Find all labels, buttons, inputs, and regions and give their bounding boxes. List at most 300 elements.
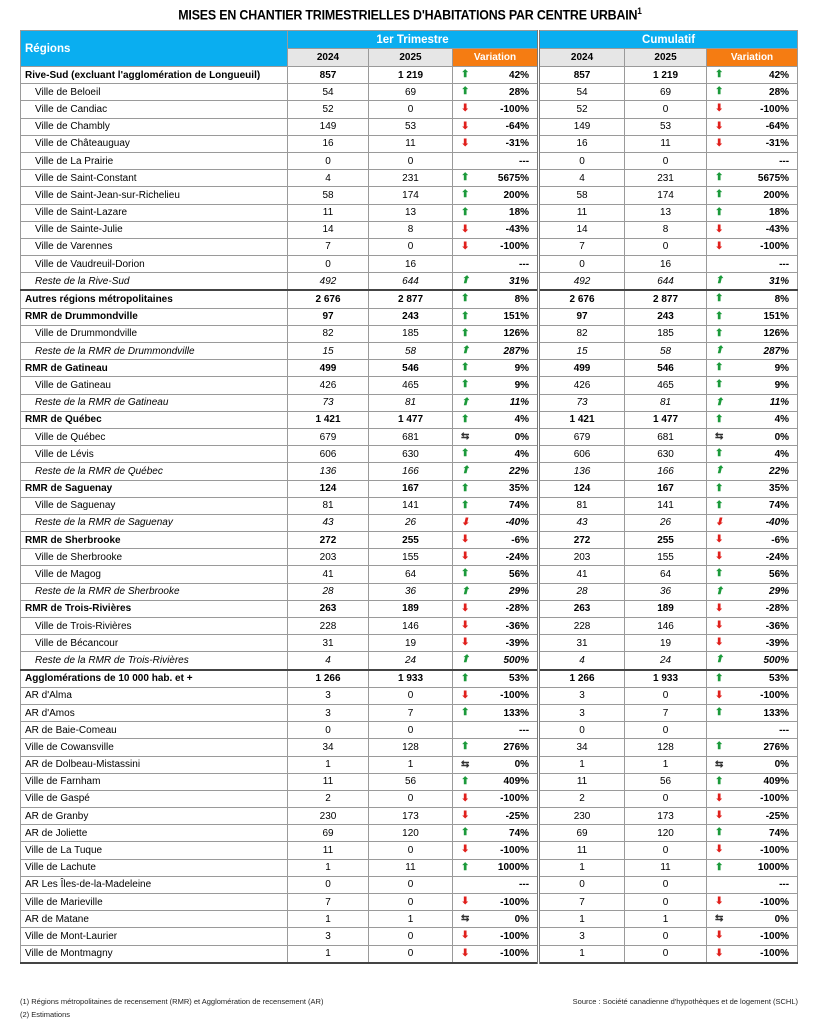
- q-2024-value: 2: [288, 790, 369, 807]
- footnote-1: (1) Régions métropolitaines de recensement (RMR) et Agglomération de recensement (AR): [20, 997, 324, 1006]
- c-2024-value: 1 421: [539, 411, 625, 428]
- c-2025-value: 166: [625, 463, 707, 480]
- q-variation: [453, 600, 539, 617]
- variation-value: 74%: [509, 827, 530, 839]
- c-2024-value: 82: [539, 325, 625, 342]
- variation-value: -100%: [760, 241, 790, 253]
- c-variation: [707, 670, 798, 688]
- c-2024-value: 2 676: [539, 290, 625, 308]
- table-row: [21, 687, 798, 704]
- arrow-up-icon: ⬆: [715, 775, 724, 787]
- variation-value: 18%: [769, 207, 790, 219]
- variation-value: 28%: [509, 86, 530, 98]
- q-variation: [453, 652, 539, 670]
- c-2024-value: 43: [539, 514, 625, 531]
- q-2025-value: 546: [369, 360, 453, 377]
- variation-value: 0%: [774, 431, 790, 443]
- c-2025-value: 0: [625, 238, 707, 255]
- c-2024-value: 28: [539, 583, 625, 600]
- c-2025-value: 24: [625, 652, 707, 670]
- c-2025-value: 64: [625, 566, 707, 583]
- arrow-up-icon: ⬆: [461, 172, 470, 184]
- c-2024-value: 97: [539, 308, 625, 325]
- c-2025-value: 56: [625, 773, 707, 790]
- q-variation: [453, 325, 539, 342]
- variation-value: 4%: [774, 448, 790, 460]
- q-2025-value: 255: [369, 532, 453, 549]
- c-2024-value: 3: [539, 928, 625, 945]
- c-2025-value: 69: [625, 84, 707, 101]
- q-variation: [453, 497, 539, 514]
- variation-value: -36%: [765, 620, 790, 632]
- arrow-down-icon: ⬇: [715, 534, 724, 546]
- variation-value: -43%: [505, 224, 530, 236]
- c-2024-value: 31: [539, 635, 625, 652]
- c-2025-value: 26: [625, 514, 707, 531]
- region-name: Ville de Lachute: [21, 859, 288, 876]
- q-2024-value: 97: [288, 308, 369, 325]
- variation-value: -100%: [500, 845, 530, 857]
- c-2024-value: 426: [539, 377, 625, 394]
- arrow-down-icon: ⬇: [461, 240, 470, 252]
- table-row: [21, 360, 798, 377]
- arrow-up-icon: ⬆: [461, 482, 470, 494]
- q-variation: [453, 894, 539, 911]
- q-variation: [453, 238, 539, 255]
- arrow-up-icon: ⬆: [461, 706, 470, 718]
- variation-value: 4%: [514, 414, 530, 426]
- c-variation: [707, 497, 798, 514]
- q-2025-value: 0: [369, 101, 453, 118]
- q-2024-value: 3: [288, 704, 369, 721]
- variation-value: -100%: [760, 948, 790, 960]
- arrow-up-icon: ⬆: [461, 379, 470, 391]
- arrow-down-icon: ⬇: [715, 637, 724, 649]
- arrow-up-icon: ⬆: [715, 706, 724, 718]
- arrow-down-icon: ⬇: [715, 103, 724, 115]
- column-header-c-2024: 2024: [539, 49, 625, 67]
- c-variation: [707, 600, 798, 617]
- variation-value: -43%: [765, 224, 790, 236]
- region-name: AR de Granby: [21, 808, 288, 825]
- q-2025-value: 681: [369, 428, 453, 445]
- region-name: Ville de Magog: [21, 566, 288, 583]
- c-2025-value: 185: [625, 325, 707, 342]
- q-2024-value: 34: [288, 739, 369, 756]
- region-name: Ville de Saint-Jean-sur-Richelieu: [21, 187, 288, 204]
- q-2025-value: 58: [369, 343, 453, 360]
- table-row: [21, 583, 798, 600]
- arrow-up-icon: ⬆: [715, 275, 724, 287]
- table-row: [21, 894, 798, 911]
- variation-value: -100%: [500, 793, 530, 805]
- q-2024-value: 1: [288, 945, 369, 963]
- table-row: [21, 256, 798, 273]
- q-2025-value: 120: [369, 825, 453, 842]
- arrow-down-icon: ⬇: [461, 223, 470, 235]
- q-2024-value: 4: [288, 170, 369, 187]
- arrow-up-icon: ⬆: [461, 327, 470, 339]
- q-2024-value: 1 421: [288, 411, 369, 428]
- variation-value: -39%: [765, 637, 790, 649]
- variation-value: 42%: [769, 69, 790, 81]
- q-variation: [453, 446, 539, 463]
- c-variation: [707, 290, 798, 308]
- arrow-up-icon: ⬆: [715, 672, 724, 684]
- region-name: Ville de Gatineau: [21, 377, 288, 394]
- c-2024-value: 0: [539, 256, 625, 273]
- variation-value: 8%: [514, 294, 530, 306]
- q-variation: [453, 101, 539, 118]
- region-name: Ville de Cowansville: [21, 739, 288, 756]
- c-2025-value: 120: [625, 825, 707, 842]
- c-variation: [707, 825, 798, 842]
- c-2025-value: 243: [625, 308, 707, 325]
- c-variation: [707, 739, 798, 756]
- c-2025-value: 13: [625, 204, 707, 221]
- c-variation: [707, 428, 798, 445]
- q-2024-value: 228: [288, 618, 369, 635]
- page-title: MISES EN CHANTIER TRIMESTRIELLES D'HABITATIONS PAR CENTRE URBAIN$^1$: [178, 6, 642, 23]
- region-name: Ville de Sherbrooke: [21, 549, 288, 566]
- region-name: Ville de Vaudreuil-Dorion: [21, 256, 288, 273]
- c-variation: [707, 135, 798, 152]
- c-variation: [707, 894, 798, 911]
- arrow-up-icon: ⬆: [461, 465, 470, 477]
- q-2025-value: 1: [369, 911, 453, 928]
- c-2024-value: 4: [539, 170, 625, 187]
- c-variation: [707, 514, 798, 531]
- c-2024-value: 0: [539, 876, 625, 893]
- c-2024-value: 2: [539, 790, 625, 807]
- q-2025-value: 64: [369, 566, 453, 583]
- c-2024-value: 136: [539, 463, 625, 480]
- variation-value: 42%: [509, 69, 530, 81]
- arrow-up-icon: ⬆: [715, 482, 724, 494]
- c-variation: [707, 221, 798, 238]
- table-row: [21, 170, 798, 187]
- q-2025-value: 1 933: [369, 670, 453, 688]
- c-variation: [707, 463, 798, 480]
- c-2025-value: 0: [625, 876, 707, 893]
- q-2025-value: 0: [369, 928, 453, 945]
- variation-value: 9%: [514, 362, 530, 374]
- c-2025-value: 141: [625, 497, 707, 514]
- q-2024-value: 124: [288, 480, 369, 497]
- c-2024-value: 1: [539, 756, 625, 773]
- region-name: RMR de Gatineau: [21, 360, 288, 377]
- variation-value: -100%: [500, 948, 530, 960]
- arrow-up-icon: ⬆: [461, 69, 470, 80]
- c-2025-value: 1 477: [625, 411, 707, 428]
- c-2024-value: 149: [539, 118, 625, 135]
- c-2024-value: 14: [539, 221, 625, 238]
- arrow-down-icon: ⬇: [715, 120, 724, 132]
- region-name: Rive-Sud (excluant l'agglomération de Longueuil): [21, 67, 288, 84]
- c-2024-value: 1: [539, 911, 625, 928]
- q-2024-value: 28: [288, 583, 369, 600]
- region-name: Ville de La Prairie: [21, 152, 288, 169]
- q-2025-value: 0: [369, 894, 453, 911]
- q-2025-value: 7: [369, 704, 453, 721]
- region-name: Ville de Lévis: [21, 446, 288, 463]
- c-2025-value: 146: [625, 618, 707, 635]
- region-name: AR Les Îles-de-la-Madeleine: [21, 876, 288, 893]
- variation-value: 11%: [509, 397, 530, 409]
- variation-value: -100%: [760, 793, 790, 805]
- variation-value: -31%: [505, 138, 530, 150]
- q-variation: [453, 928, 539, 945]
- q-2024-value: 1: [288, 911, 369, 928]
- arrow-down-icon: ⬇: [461, 930, 470, 942]
- q-variation: [453, 170, 539, 187]
- region-name: Ville de Mont-Laurier: [21, 928, 288, 945]
- q-variation: [453, 825, 539, 842]
- variation-value: ---: [519, 879, 530, 891]
- variation-value: -100%: [760, 103, 790, 115]
- q-variation: [453, 514, 539, 531]
- arrow-up-icon: ⬆: [461, 189, 470, 201]
- c-2025-value: 58: [625, 343, 707, 360]
- q-variation: [453, 687, 539, 704]
- variation-value: -100%: [500, 896, 530, 908]
- q-2025-value: 1 477: [369, 411, 453, 428]
- table-row: [21, 876, 798, 893]
- q-2024-value: 136: [288, 463, 369, 480]
- c-variation: [707, 945, 798, 963]
- c-variation: [707, 652, 798, 670]
- c-2024-value: 1: [539, 859, 625, 876]
- q-variation: [453, 583, 539, 600]
- q-variation: [453, 876, 539, 893]
- q-variation: [453, 790, 539, 807]
- q-2024-value: 52: [288, 101, 369, 118]
- variation-value: 0%: [514, 913, 530, 925]
- table-row: [21, 463, 798, 480]
- c-variation: [707, 411, 798, 428]
- q-2024-value: 14: [288, 221, 369, 238]
- arrow-down-icon: ⬇: [715, 689, 724, 701]
- q-2025-value: 231: [369, 170, 453, 187]
- q-2025-value: 53: [369, 118, 453, 135]
- c-variation: [707, 687, 798, 704]
- c-variation: [707, 704, 798, 721]
- c-variation: [707, 583, 798, 600]
- region-name: Ville de Saguenay: [21, 497, 288, 514]
- q-2024-value: 0: [288, 152, 369, 169]
- q-2025-value: 465: [369, 377, 453, 394]
- variation-value: -6%: [511, 534, 530, 546]
- table-row: [21, 773, 798, 790]
- variation-value: 56%: [769, 569, 790, 581]
- variation-value: 28%: [769, 86, 790, 98]
- table-row: [21, 428, 798, 445]
- q-variation: [453, 566, 539, 583]
- c-variation: [707, 343, 798, 360]
- table-row: [21, 394, 798, 411]
- region-name: Ville de Drummondville: [21, 325, 288, 342]
- c-2024-value: 81: [539, 497, 625, 514]
- region-name: Ville de Gaspé: [21, 790, 288, 807]
- table-row: [21, 756, 798, 773]
- arrow-up-icon: ⬆: [715, 827, 724, 839]
- c-variation: [707, 360, 798, 377]
- c-variation: [707, 273, 798, 291]
- q-2025-value: 19: [369, 635, 453, 652]
- c-2024-value: 4: [539, 652, 625, 670]
- table-row: [21, 842, 798, 859]
- q-variation: [453, 722, 539, 739]
- c-2025-value: 0: [625, 687, 707, 704]
- q-2025-value: 81: [369, 394, 453, 411]
- q-variation: [453, 618, 539, 635]
- variation-value: 74%: [769, 827, 790, 839]
- region-name: Ville de Marieville: [21, 894, 288, 911]
- c-variation: [707, 394, 798, 411]
- variation-value: 8%: [774, 294, 790, 306]
- q-variation: [453, 360, 539, 377]
- column-header-q-2024: 2024: [288, 49, 369, 67]
- c-2025-value: 0: [625, 152, 707, 169]
- q-variation: [453, 187, 539, 204]
- variation-value: -40%: [765, 517, 790, 529]
- c-2025-value: 53: [625, 118, 707, 135]
- q-2025-value: 0: [369, 842, 453, 859]
- arrow-up-icon: ⬆: [715, 585, 724, 597]
- variation-value: 31%: [769, 275, 790, 287]
- region-name: Ville de Farnham: [21, 773, 288, 790]
- arrow-down-icon: ⬇: [715, 810, 724, 822]
- q-2024-value: 679: [288, 428, 369, 445]
- variation-value: -40%: [505, 517, 530, 529]
- table-row: [21, 118, 798, 135]
- variation-value: 5675%: [757, 172, 790, 184]
- arrow-down-icon: ⬇: [461, 551, 470, 563]
- column-header-q-2025: 2025: [369, 49, 453, 67]
- q-2024-value: 4: [288, 652, 369, 670]
- q-2024-value: 58: [288, 187, 369, 204]
- c-2024-value: 41: [539, 566, 625, 583]
- q-2025-value: 189: [369, 600, 453, 617]
- q-2024-value: 11: [288, 204, 369, 221]
- q-2025-value: 0: [369, 876, 453, 893]
- c-2025-value: 681: [625, 428, 707, 445]
- table-row: [21, 187, 798, 204]
- arrow-up-icon: ⬆: [715, 172, 724, 184]
- variation-value: 200%: [503, 189, 530, 201]
- c-2025-value: 1: [625, 756, 707, 773]
- c-2025-value: 231: [625, 170, 707, 187]
- q-2025-value: 11: [369, 859, 453, 876]
- arrow-up-icon: ⬆: [715, 568, 724, 580]
- variation-value: -6%: [771, 534, 790, 546]
- q-2025-value: 2 877: [369, 290, 453, 308]
- variation-value: -25%: [765, 810, 790, 822]
- table-row: [21, 411, 798, 428]
- table-row: [21, 377, 798, 394]
- table-row: [21, 739, 798, 756]
- region-name: Ville de Bécancour: [21, 635, 288, 652]
- c-2024-value: 492: [539, 273, 625, 291]
- c-variation: [707, 808, 798, 825]
- region-name: Ville de Saint-Lazare: [21, 204, 288, 221]
- arrow-down-icon: ⬇: [715, 792, 724, 804]
- column-header-c-variation: Variation: [707, 49, 798, 67]
- c-variation: [707, 256, 798, 273]
- table-row: [21, 790, 798, 807]
- table-row: [21, 532, 798, 549]
- c-2025-value: 8: [625, 221, 707, 238]
- q-2025-value: 0: [369, 790, 453, 807]
- table-row: [21, 670, 798, 688]
- c-variation: [707, 876, 798, 893]
- c-2024-value: 606: [539, 446, 625, 463]
- q-variation: [453, 739, 539, 756]
- c-2025-value: 644: [625, 273, 707, 291]
- q-2024-value: 606: [288, 446, 369, 463]
- column-header-regions: Régions: [21, 31, 288, 67]
- q-2025-value: 0: [369, 945, 453, 963]
- c-2024-value: 0: [539, 152, 625, 169]
- arrows-exchange-icon: ⇆: [461, 913, 470, 925]
- c-2024-value: 7: [539, 238, 625, 255]
- q-2025-value: 644: [369, 273, 453, 291]
- arrow-down-icon: ⬇: [461, 689, 470, 701]
- c-2024-value: 58: [539, 187, 625, 204]
- variation-value: 9%: [774, 379, 790, 391]
- c-variation: [707, 170, 798, 187]
- c-2025-value: 255: [625, 532, 707, 549]
- arrow-up-icon: ⬆: [461, 345, 470, 356]
- c-2025-value: 630: [625, 446, 707, 463]
- c-2025-value: 81: [625, 394, 707, 411]
- c-variation: [707, 618, 798, 635]
- c-variation: [707, 532, 798, 549]
- q-variation: [453, 84, 539, 101]
- arrow-down-icon: ⬇: [715, 930, 724, 942]
- q-2025-value: 16: [369, 256, 453, 273]
- q-2024-value: 0: [288, 876, 369, 893]
- table-row: [21, 497, 798, 514]
- c-2024-value: 499: [539, 360, 625, 377]
- arrow-up-icon: ⬆: [715, 654, 724, 666]
- q-2025-value: 56: [369, 773, 453, 790]
- table-row: [21, 325, 798, 342]
- q-variation: [453, 773, 539, 790]
- variation-value: -24%: [505, 551, 530, 563]
- table-row: [21, 204, 798, 221]
- q-2024-value: 203: [288, 549, 369, 566]
- q-2024-value: 499: [288, 360, 369, 377]
- variation-value: 5675%: [497, 172, 530, 184]
- arrow-down-icon: ⬇: [461, 810, 470, 822]
- variation-value: 9%: [774, 362, 790, 374]
- variation-value: 31%: [509, 275, 530, 287]
- q-2025-value: 13: [369, 204, 453, 221]
- q-variation: [453, 670, 539, 688]
- region-name: Ville de Sainte-Julie: [21, 221, 288, 238]
- table-row: [21, 101, 798, 118]
- table-row: [21, 652, 798, 670]
- arrow-up-icon: ⬆: [715, 465, 724, 477]
- variation-value: 151%: [503, 311, 530, 323]
- c-2025-value: 155: [625, 549, 707, 566]
- q-variation: [453, 290, 539, 308]
- region-name: Ville de Châteauguay: [21, 135, 288, 152]
- variation-value: -64%: [505, 121, 530, 133]
- arrow-up-icon: ⬆: [461, 448, 470, 460]
- q-2024-value: 263: [288, 600, 369, 617]
